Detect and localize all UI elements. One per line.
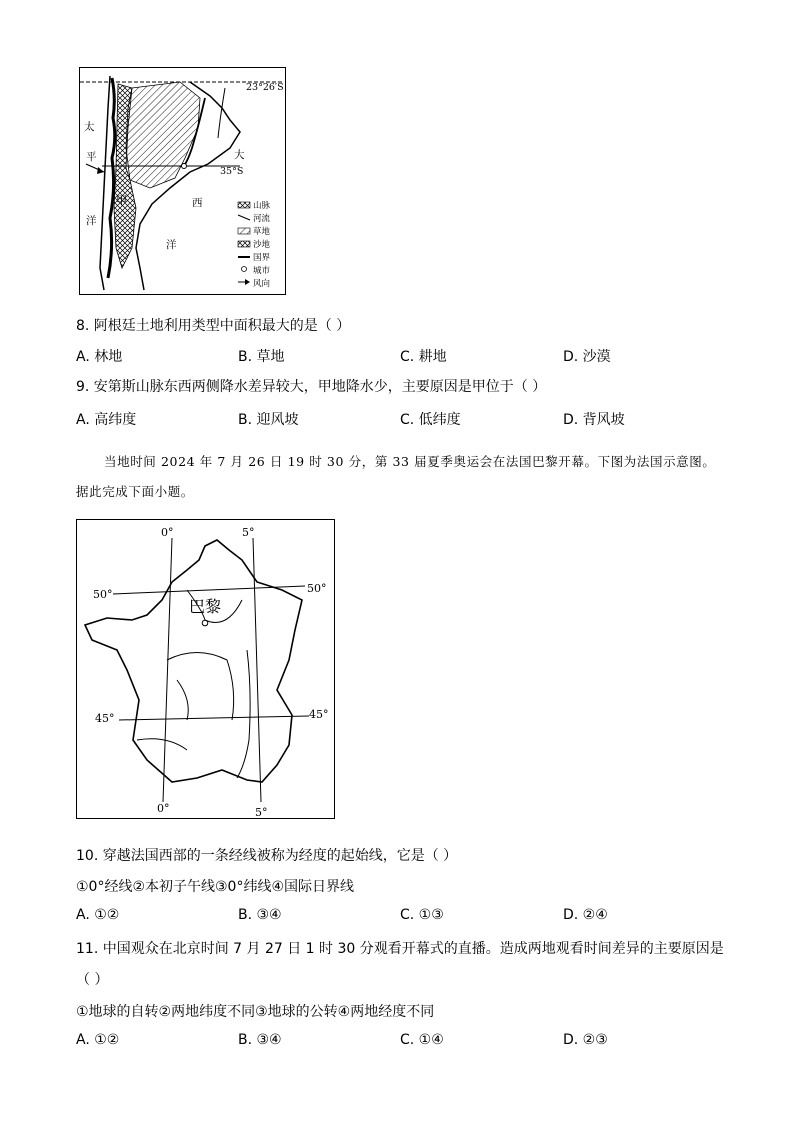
q10-option-b[interactable]: B. ③④ xyxy=(238,907,282,923)
intro-line-2: 据此完成下面小题。 xyxy=(76,484,194,499)
q11-option-a[interactable]: A. ①② xyxy=(76,1032,120,1048)
lon0-top-label: 0° xyxy=(161,526,174,539)
argentina-map xyxy=(79,67,286,295)
q10-option-c[interactable]: C. ①③ xyxy=(400,907,444,923)
atlantic-label-2: 西 xyxy=(192,197,203,209)
q8-stem: 8. 阿根廷土地利用类型中面积最大的是（ ） xyxy=(76,318,351,334)
lon0-bottom-label: 0° xyxy=(157,802,170,815)
q11-option-d[interactable]: D. ②③ xyxy=(563,1032,608,1048)
q11-option-b[interactable]: B. ③④ xyxy=(238,1032,282,1048)
lon5-bottom-label: 5° xyxy=(255,806,268,817)
q8-option-a[interactable]: A. 林地 xyxy=(76,349,123,365)
q11-stem-bracket: （ ） xyxy=(76,972,109,988)
lat50-right-label: 50° xyxy=(307,582,327,595)
q11-statements: ①地球的自转②两地纬度不同③地球的公转④两地经度不同 xyxy=(76,1004,435,1020)
q10-option-a[interactable]: A. ①② xyxy=(76,907,120,923)
q9-option-a[interactable]: A. 高纬度 xyxy=(76,412,137,428)
lat50-left-label: 50° xyxy=(93,588,113,601)
legend-sand: 沙地 xyxy=(253,240,271,250)
atlantic-label-3: 洋 xyxy=(166,239,177,251)
pacific-label-3: 洋 xyxy=(86,215,97,227)
pacific-label-2: 平 xyxy=(86,151,97,163)
q9-option-d[interactable]: D. 背风坡 xyxy=(563,412,625,428)
q10-statements: ①0°经线②本初子午线③0°纬线④国际日界线 xyxy=(76,879,355,895)
q11-stem: 11. 中国观众在北京时间 7 月 27 日 1 时 30 分观看开幕式的直播。造成两地观看时间差异的主要原因是 xyxy=(76,941,724,957)
legend-wind: 风向 xyxy=(253,279,271,289)
lat45-left-label: 45° xyxy=(95,712,115,725)
place-jia-label: 甲 xyxy=(116,194,127,207)
lat-35-label: 35°S xyxy=(220,166,244,177)
legend-border: 国界 xyxy=(253,253,271,263)
q9-option-c[interactable]: C. 低纬度 xyxy=(400,412,461,428)
lon5-top-label: 5° xyxy=(242,526,255,539)
lat-tropic-label: 23°26′S xyxy=(246,82,284,93)
q9-stem: 9. 安第斯山脉东西两侧降水差异较大，甲地降水少，主要原因是甲位于（ ） xyxy=(76,379,547,395)
legend-river: 河流 xyxy=(253,214,271,224)
lat45-right-label: 45° xyxy=(309,708,329,721)
france-map xyxy=(76,519,335,819)
legend-mountain: 山脉 xyxy=(253,201,271,211)
pacific-label-1: 太 xyxy=(84,121,95,133)
q8-option-d[interactable]: D. 沙漠 xyxy=(563,349,611,365)
q10-option-d[interactable]: D. ②④ xyxy=(563,907,608,923)
legend-grassland: 草地 xyxy=(253,227,271,237)
intro-line-1: 当地时间 2024 年 7 月 26 日 19 时 30 分，第 33 届夏季奥运会在法国巴黎开幕。下图为法国示意图。 xyxy=(104,454,716,469)
city-paris-label: 巴黎 xyxy=(189,597,222,616)
legend-city: 城市 xyxy=(253,266,271,276)
france-map-drawing xyxy=(77,520,333,817)
q8-option-b[interactable]: B. 草地 xyxy=(238,349,285,365)
q10-stem: 10. 穿越法国西部的一条经线被称为经度的起始线，它是（ ） xyxy=(76,848,458,864)
atlantic-label-1: 大 xyxy=(234,149,245,161)
q11-option-c[interactable]: C. ①④ xyxy=(400,1032,444,1048)
map-legend xyxy=(238,200,271,289)
q9-option-b[interactable]: B. 迎风坡 xyxy=(238,412,299,428)
q8-option-c[interactable]: C. 耕地 xyxy=(400,349,447,365)
argentina-map-drawing xyxy=(80,68,284,293)
